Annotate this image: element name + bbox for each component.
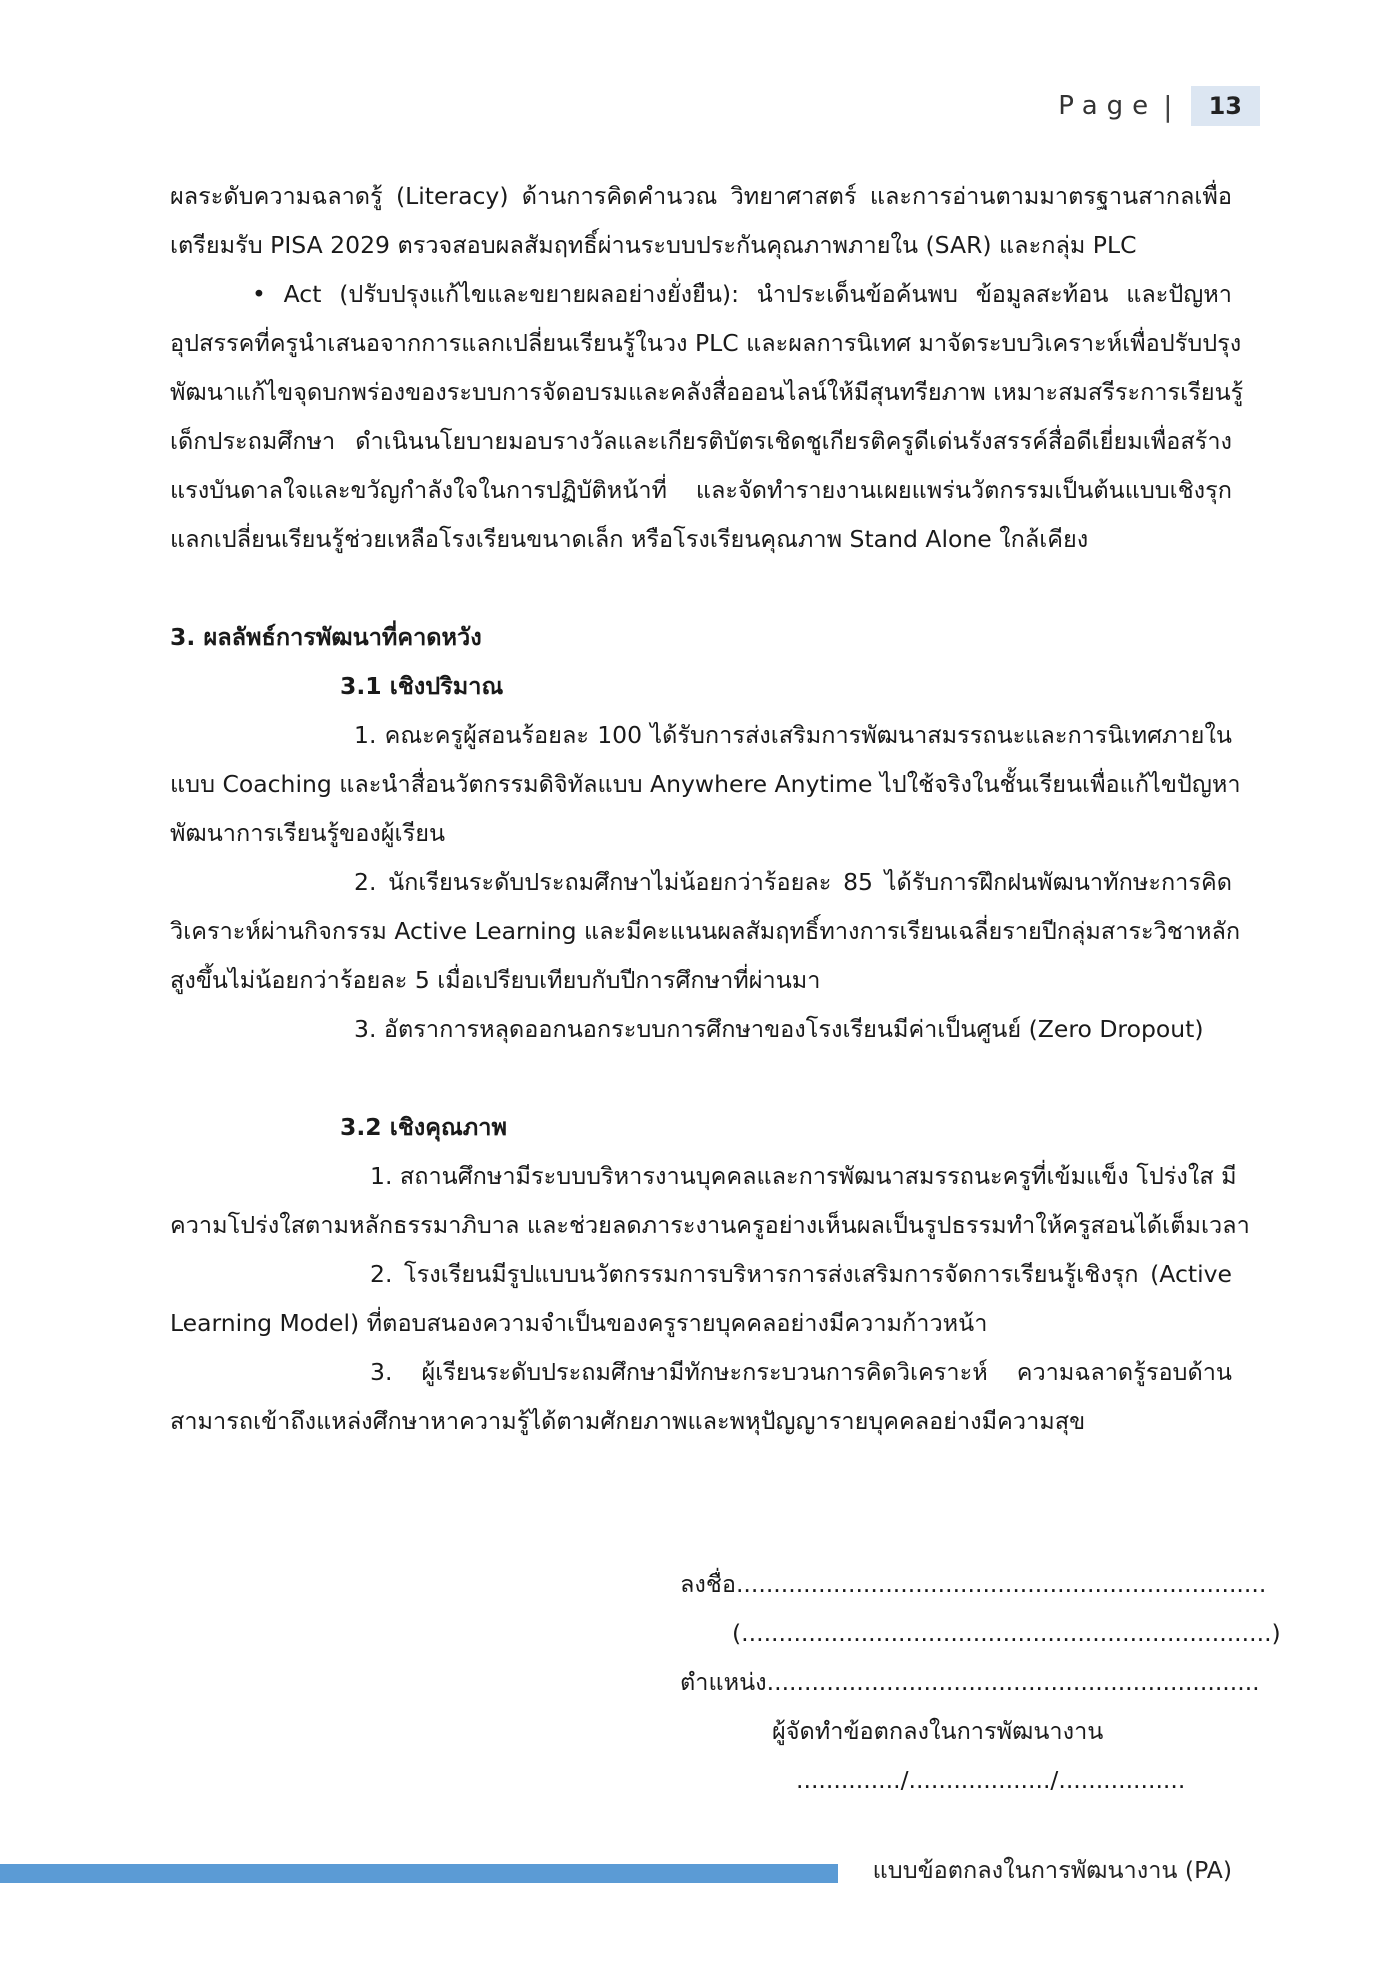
paragraph-line: สามารถเข้าถึงแหล่งศึกษาหาความรู้ได้ตามศักยภาพและพหุปัญญารายบุคคลอย่างมีความสุข [170,1407,1086,1435]
paragraph-line: ผลระดับความฉลาดรู้ (Literacy) ด้านการคิดคำนวณ วิทยาศาสตร์ และการอ่านตามมาตรฐานสากลเพื่อ [170,182,1232,210]
quantity-item-2-line: 2. นักเรียนระดับประถมศึกษาไม่น้อยกว่าร้อยละ 85 ได้รับการฝึกฝนพัฒนาทักษะการคิด [354,868,1232,896]
spacer [170,564,1232,613]
quality-item-1-line: 1. สถานศึกษามีระบบบริหารงานบุคคลและการพัฒนาสมรรถนะครูที่เข้มแข็ง โปร่งใส มี [370,1162,1237,1190]
footer-accent-bar [0,1864,838,1883]
page-number-badge: 13 [1191,86,1260,126]
page-label: Page [1058,91,1158,121]
paragraph-line: ความโปร่งใสตามหลักธรรมาภิบาล และช่วยลดภาระงานครูอย่างเห็นผลเป็นรูปธรรมทำให้ครูสอนได้เต็มเวลา [170,1211,1250,1239]
paragraph-line: Learning Model) ที่ตอบสนองความจำเป็นของครูรายบุคคลอย่างมีความก้าวหน้า [170,1309,988,1337]
subsection-3-2-heading: 3.2 เชิงคุณภาพ [340,1113,507,1141]
signature-line: ลงชื่อ....................................................................... [680,1570,1267,1598]
quality-item-2-line: 2. โรงเรียนมีรูปแบบนวัตกรรมการบริหารการส่งเสริมการจัดการเรียนรู้เชิงรุก (Active [370,1260,1232,1288]
subsection-3-1-heading: 3.1 เชิงปริมาณ [340,672,504,700]
paragraph-line: แลกเปลี่ยนเรียนรู้ช่วยเหลือโรงเรียนขนาดเล็ก หรือโรงเรียนคุณภาพ Stand Alone ใกล้เคียง [170,525,1089,553]
page-separator: | [1163,89,1173,123]
paragraph-line: พัฒนาการเรียนรู้ของผู้เรียน [170,819,446,847]
paragraph-line: แรงบันดาลใจและขวัญกำลังใจในการปฏิบัติหน้าที่ และจัดทำรายงานเผยแพร่นวัตกรรมเป็นต้นแบบเชิงรุก [170,476,1232,504]
signer-position-line: ตำแหน่ง.................................................................. [680,1668,1260,1696]
document-body [170,172,1250,1446]
paragraph-line: เด็กประถมศึกษา ดำเนินนโยบายมอบรางวัลและเกียรติบัตรเชิดชูเกียรติครูดีเด่นรังสรรค์สื่อดีเยี่ยมเพื่อสร้าง [170,427,1232,455]
signer-role: ผู้จัดทำข้อตกลงในการพัฒนางาน [772,1717,1104,1745]
paragraph-line: แบบ Coaching และนำสื่อนวัตกรรมดิจิทัลแบบ Anywhere Anytime ไปใช้จริงในชั้นเรียนเพื่อแก้ไขปัญหา [170,770,1241,798]
paragraph-line: พัฒนาแก้ไขจุดบกพร่องของระบบการจัดอบรมและคลังสื่อออนไลน์ให้มีสุนทรียภาพ เหมาะสมสรีระการเรียนรู้ [170,378,1244,406]
paragraph-line: อุปสรรคที่ครูนำเสนอจากการแลกเปลี่ยนเรียนรู้ในวง PLC และผลการนิเทศ มาจัดระบบวิเคราะห์เพื่อปรับปรุง [170,329,1242,357]
quantity-item-3-line: 3. อัตราการหลุดออกนอกระบบการศึกษาของโรงเรียนมีค่าเป็นศูนย์ (Zero Dropout) [354,1015,1204,1043]
signer-name-line: (.......................................................................) [732,1619,1281,1647]
act-bullet-line: • Act (ปรับปรุงแก้ไขและขยายผลอย่างยั่งยืน): นำประเด็นข้อค้นพบ ข้อมูลสะท้อน และปัญหา [252,280,1232,308]
paragraph-line: วิเคราะห์ผ่านกิจกรรม Active Learning และมีคะแนนผลสัมฤทธิ์ทางการเรียนเฉลี่ยรายปีกลุ่มสาระวิชาหลัก [170,917,1241,945]
footer-title: แบบข้อตกลงในการพัฒนางาน (PA) [872,1856,1232,1884]
paragraph-line: เตรียมรับ PISA 2029 ตรวจสอบผลสัมฤทธิ์ผ่านระบบประกันคุณภาพภายใน (SAR) และกลุ่ม PLC [170,231,1137,259]
section-3-heading: 3. ผลลัพธ์การพัฒนาที่คาดหวัง [170,623,482,651]
quantity-item-1-line: 1. คณะครูผู้สอนร้อยละ 100 ได้รับการส่งเสริมการพัฒนาสมรรถนะและการนิเทศภายใน [354,721,1232,749]
paragraph-line: สูงขึ้นไม่น้อยกว่าร้อยละ 5 เมื่อเปรียบเทียบกับปีการศึกษาที่ผ่านมา [170,966,821,994]
quality-item-3-line: 3. ผู้เรียนระดับประถมศึกษามีทักษะกระบวนการคิดวิเคราะห์ ความฉลาดรู้รอบด้าน [370,1358,1232,1386]
page-header [1058,86,1260,126]
spacer [170,1054,1232,1103]
signature-date-line: ............../.................../................. [796,1766,1186,1794]
signature-block [680,1560,1281,1805]
